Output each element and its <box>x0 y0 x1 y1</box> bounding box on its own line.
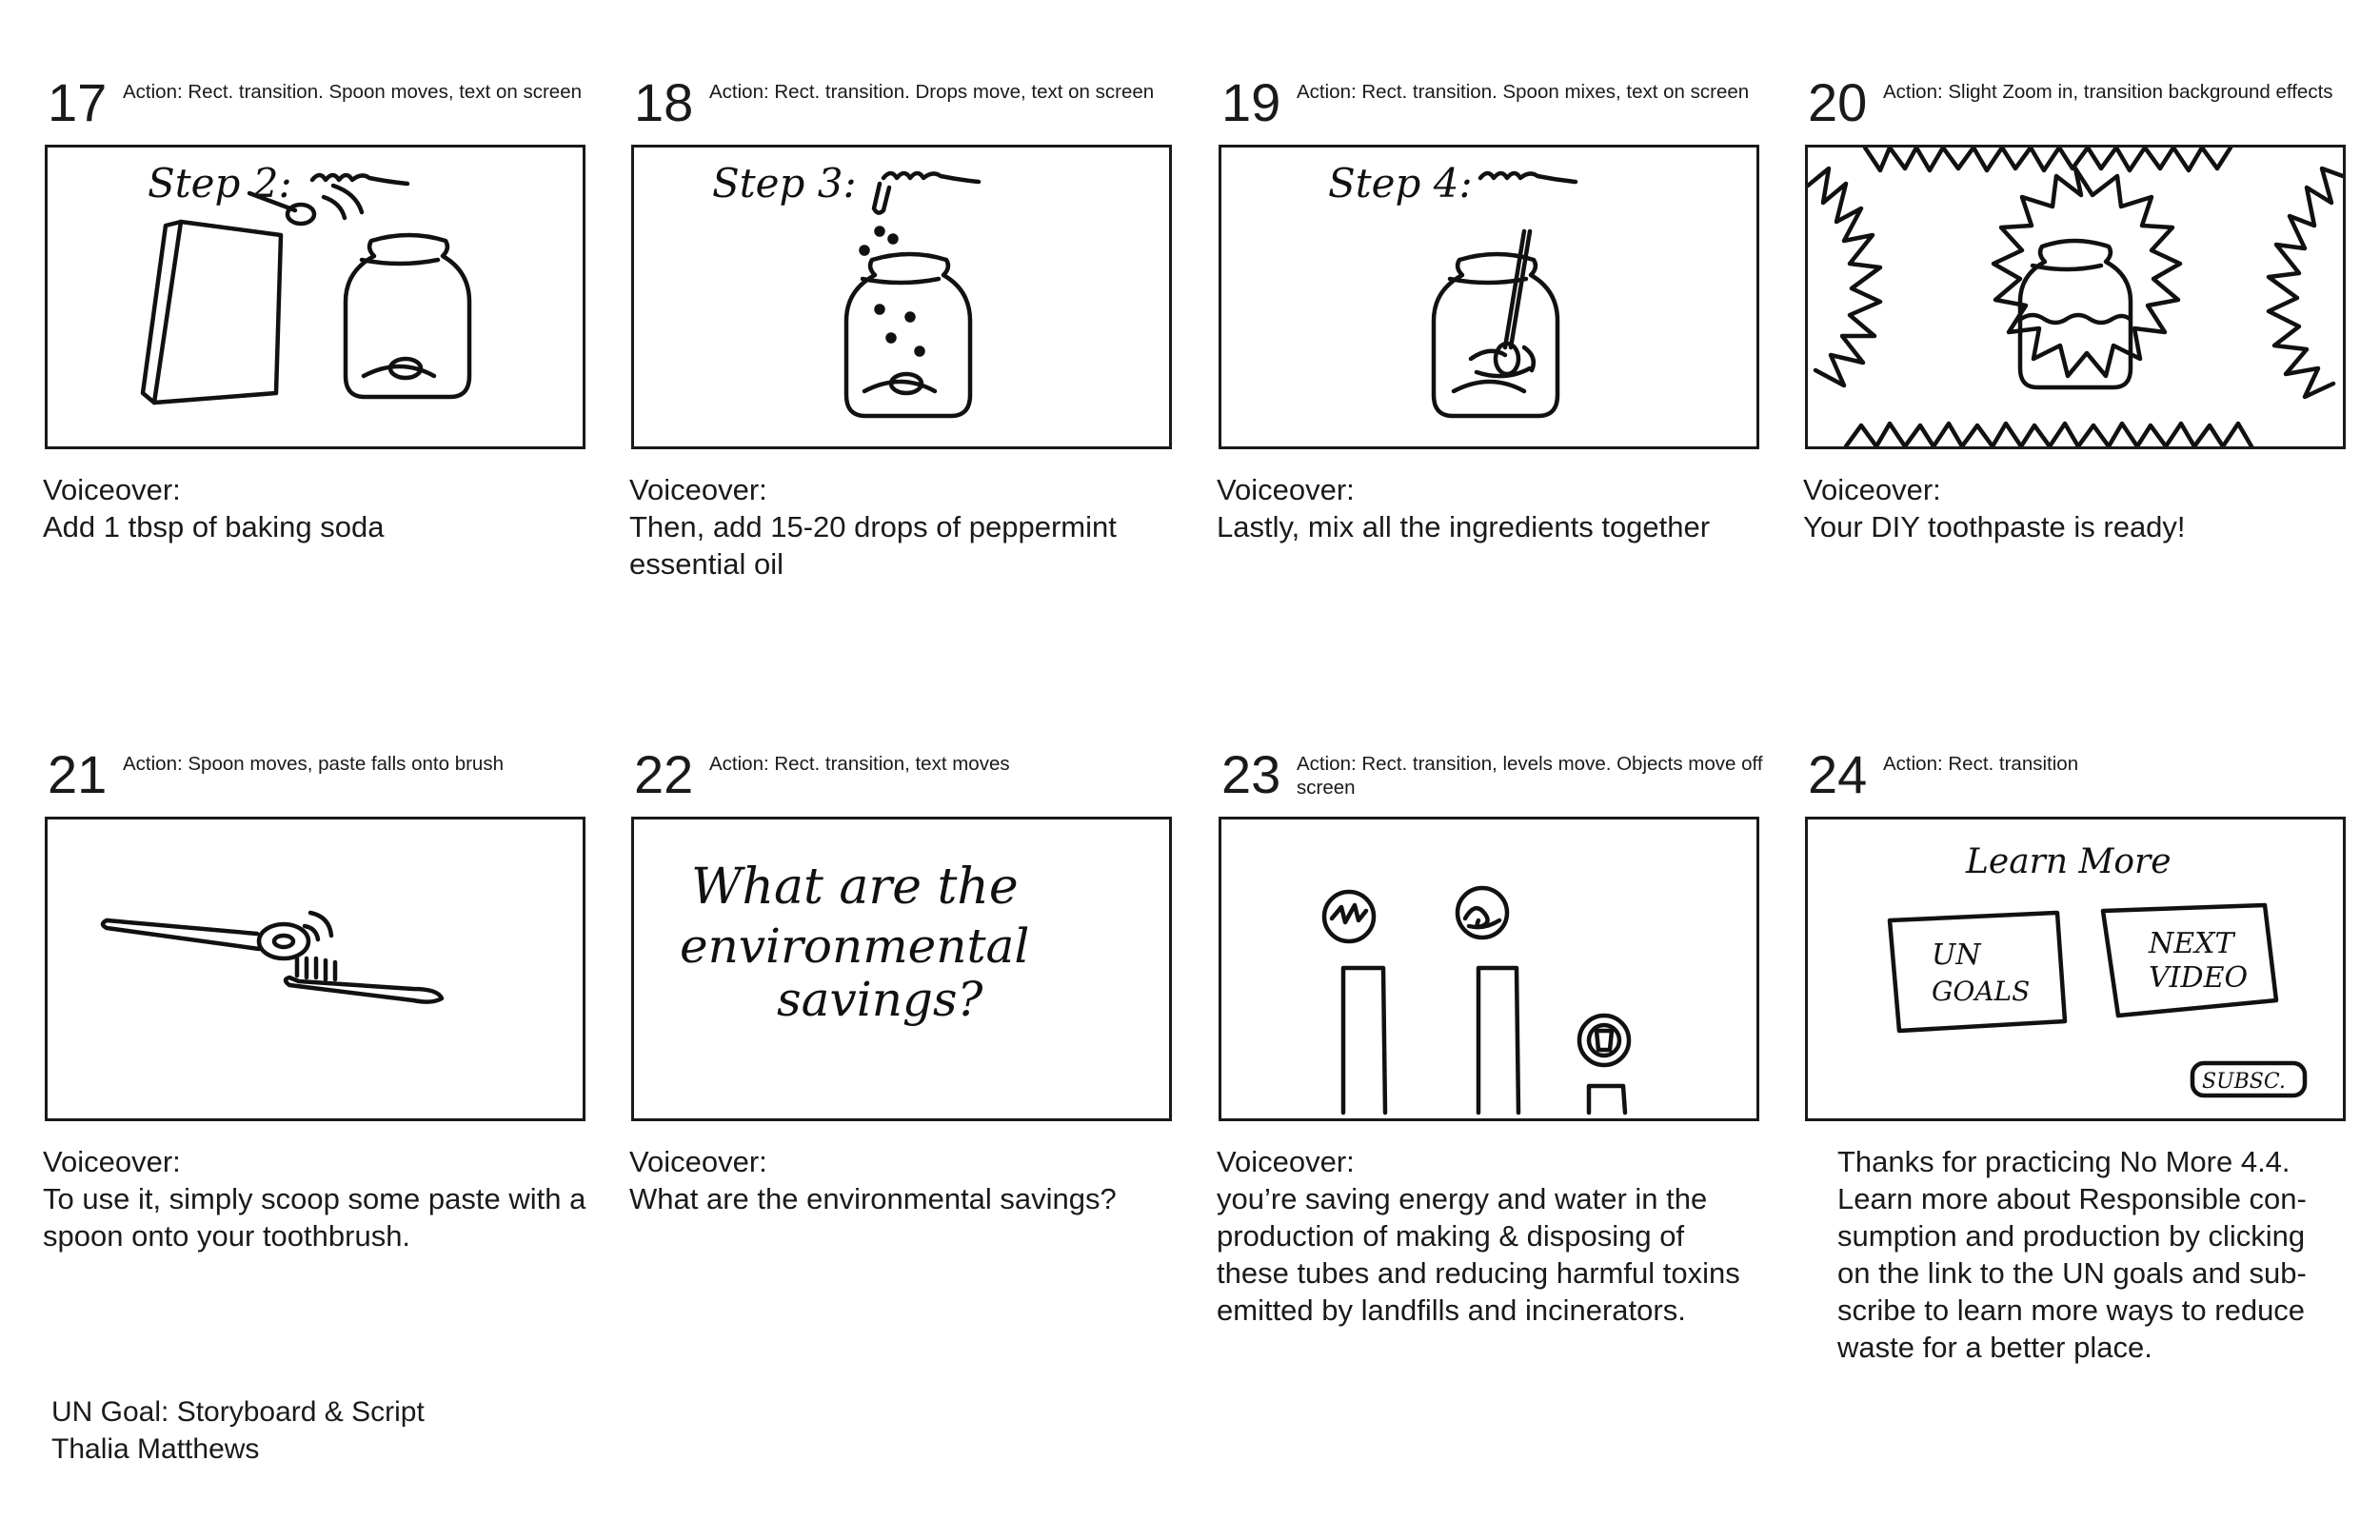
footer-author: Thalia Matthews <box>51 1433 260 1465</box>
energy-icon <box>1324 892 1374 941</box>
frame-step-text: Step 3: <box>712 160 857 207</box>
panel-number: 23 <box>1221 744 1281 804</box>
panel-action: Action: Rect. transition, text moves <box>709 753 1010 775</box>
panel-voiceover: Voiceover: you’re saving energy and water in the production of making & disposing of these tubes and reducing harmful toxins emitted by landfills and incinerators. <box>1217 1145 1740 1327</box>
trash-bar <box>1589 1086 1625 1113</box>
water-icon <box>1458 888 1507 938</box>
frame-question-line-1: What are the <box>691 859 1019 916</box>
panel-number: 19 <box>1221 72 1281 132</box>
panel-action: Action: Rect. transition. Drops move, text on screen <box>709 81 1155 103</box>
panel-number: 20 <box>1808 72 1868 132</box>
panel-voiceover: Thanks for practicing No More 4.4. Learn more about Responsible con- sumption and production by clicking on the link to the UN goals and sub- scribe to learn more ways to reduce waste for a better place. <box>1837 1145 2307 1364</box>
panel-frame <box>1219 145 1759 449</box>
panel-frame <box>631 145 1172 449</box>
panel-frame <box>1805 817 2346 1121</box>
storyboard-footer <box>51 1393 425 1468</box>
spoon-toothbrush-sketch <box>48 819 583 1118</box>
panel-action: Action: Rect. transition, levels move. Objects move off screen <box>1297 753 1763 799</box>
panel-voiceover: Voiceover: What are the environmental savings? <box>629 1145 1117 1215</box>
panel-number: 17 <box>48 72 108 132</box>
panel-frame <box>45 817 585 1121</box>
subscribe-button <box>2192 1063 2305 1096</box>
jar-zigzag-burst-sketch <box>1808 148 2343 446</box>
box-spoon-jar-sketch <box>48 148 583 446</box>
frame-question-line-2: environmental <box>680 918 1030 974</box>
un-goals-label-line-2: GOALS <box>1932 976 2031 1007</box>
panel-action: Action: Spoon moves, paste falls onto brush <box>123 753 504 775</box>
handwritten-question-sketch <box>634 819 1169 1118</box>
frame-step-text: Step 2: <box>148 160 292 207</box>
panel-number: 18 <box>634 72 694 132</box>
end-screen-sketch <box>1808 819 2343 1118</box>
next-video-label-line-2: VIDEO <box>2149 961 2249 995</box>
panel-frame <box>1219 817 1759 1121</box>
un-goals-button <box>1890 913 2065 1031</box>
panel-frame <box>45 145 585 449</box>
panel-voiceover: Voiceover: Add 1 tbsp of baking soda <box>43 473 385 543</box>
panel-number: 21 <box>48 744 108 804</box>
panel-voiceover: Voiceover: Then, add 15-20 drops of peppermint essential oil <box>629 473 1117 581</box>
panel-action: Action: Rect. transition. Spoon mixes, text on screen <box>1297 81 1750 103</box>
next-video-label-line-1: NEXT <box>2149 927 2234 960</box>
next-video-button <box>2103 905 2276 1016</box>
spoon-mixing-jar-sketch <box>1221 148 1756 446</box>
panel-voiceover: Voiceover: Your DIY toothpaste is ready! <box>1803 473 2186 543</box>
frame-question-line-3: savings? <box>777 972 983 1027</box>
water-bar <box>1478 968 1518 1113</box>
frame-learn-more-title: Learn More <box>1966 842 2172 881</box>
un-goals-label-line-1: UN <box>1932 938 1981 972</box>
panel-action: Action: Slight Zoom in, transition background effects <box>1883 81 2333 103</box>
panel-action: Action: Rect. transition <box>1883 753 2079 775</box>
panel-number: 22 <box>634 744 694 804</box>
dropper-jar-sketch <box>634 148 1169 446</box>
panel-voiceover: Voiceover: To use it, simply scoop some paste with a spoon onto your toothbrush. <box>43 1145 586 1253</box>
frame-step-text: Step 4: <box>1328 160 1473 207</box>
energy-bar <box>1343 968 1385 1113</box>
footer-project-title: UN Goal: Storyboard & Script <box>51 1396 425 1428</box>
trash-icon <box>1579 1016 1629 1065</box>
panel-action: Action: Rect. transition. Spoon moves, text on screen <box>123 81 582 103</box>
subscribe-label: SUBSC. <box>2202 1070 2286 1094</box>
panel-number: 24 <box>1808 744 1868 804</box>
panel-voiceover: Voiceover: Lastly, mix all the ingredients together <box>1217 473 1711 543</box>
panel-frame <box>631 817 1172 1121</box>
energy-water-trash-bars-sketch <box>1221 819 1756 1118</box>
panel-frame <box>1805 145 2346 449</box>
